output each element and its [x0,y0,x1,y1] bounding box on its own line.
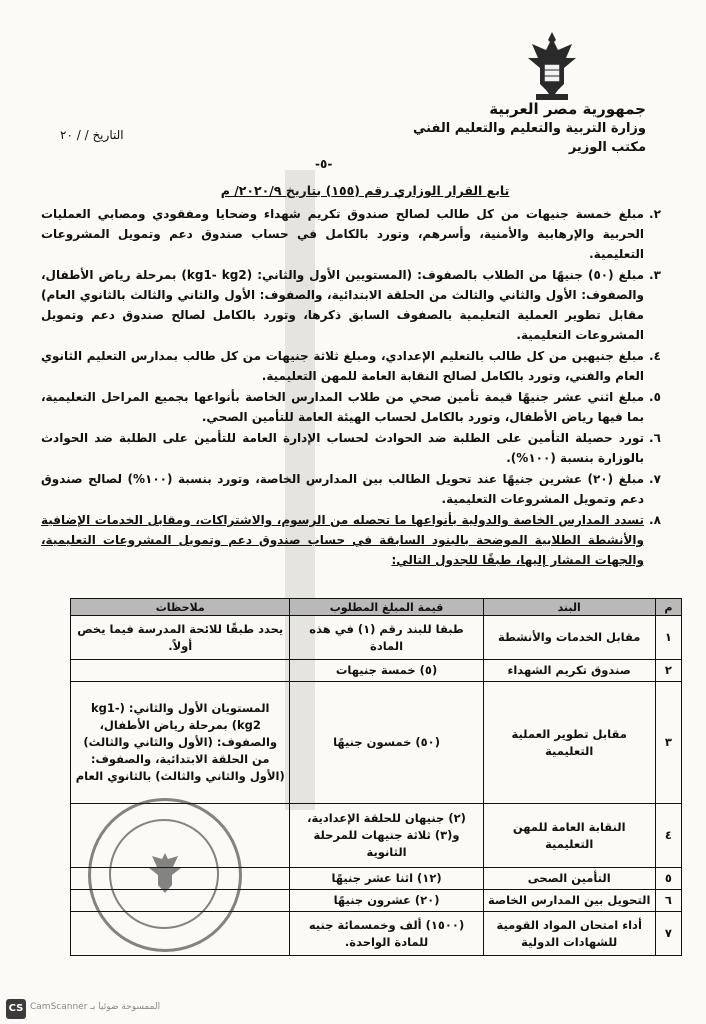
table-row [71,660,682,682]
cell-item: التأمين الصحى [483,868,655,890]
ministry-name: وزارة التربية والتعليم والتعليم الفني [413,121,646,136]
cell-index: ٣ [655,682,681,804]
cell-note [71,660,290,682]
cell-note: يحدد طبقًا للائحة المدرسة فيما يخص أولاً. [71,616,290,660]
cell-item: صندوق تكريم الشهداء [483,660,655,682]
date-label: التاريخ [92,128,124,142]
item-number: ٤. [649,349,661,363]
date-value: / / ٢٠ [60,128,89,142]
camscanner-logo-icon: CS [6,999,26,1019]
item-text: مبلغ (٢٠) عشرين جنيهًا عند تحويل الطالب بين المدارس الخاصة، وتورد بنسبة (١٠٠%) لصالح صندوق دعم وتمويل المشروعات التعليمية. [41,472,644,506]
cell-amount: (١٥٠٠) ألف وخمسمائة جنيه للمادة الواحدة. [290,912,483,956]
cell-index: ٦ [655,890,681,912]
item-text: مبلغ اثني عشر جنيهًا قيمة تأمين صحي من طلاب المدارس الخاصة بأنواعها بجميع المراحل التعليمية، بما فيها رياض الأطفال، وتورد بالكامل لحساب الهيئة العامة للتأمين الصحي. [41,390,644,424]
date-line [60,128,124,142]
scanner-credit: الممسوحة ضوئيا بـ CamScanner [30,1002,161,1012]
col-header-index: م [655,599,681,616]
table-row [71,682,682,804]
cell-item: مقابل الخدمات والأنشطة [483,616,655,660]
decree-body [41,204,666,571]
table-row [71,616,682,660]
col-header-amount: قيمة المبلغ المطلوب [290,599,483,616]
list-item [41,346,666,386]
item-text: مبلغ جنيهين من كل طالب بالتعليم الإعدادي، ومبلغ ثلاثة جنيهات من كل طالب بمدارس التعليم الثانوي العام والفني، وتورد بالكامل لصالح النقابة العامة للمهن التعليمية. [41,349,644,383]
cell-index: ٥ [655,868,681,890]
cell-item: التحويل بين المدارس الخاصة [483,890,655,912]
item-text: تسدد المدارس الخاصة والدولية بأنواعها ما تحصله من الرسوم، والاشتراكات، ومقابل الخدمات الإضافية والأنشطة الطلابية الموضحة بالبنود السابقة في حساب صندوق دعم وتمويل المشروعات التعليمية، والجهات المشار إليها، طبقًا للجدول التالي: [41,513,644,567]
cell-index: ٢ [655,660,681,682]
official-stamp [88,798,242,952]
item-text: مبلغ (٥٠) جنيهًا من الطلاب بالصفوف: (المستويين الأول والثاني: (kg1- kg2) بمرحلة رياض الأطفال، والصفوف: الأول والثاني والثالث من الحلقة الابتدائية، والصفوف: الأول والثاني والثالث بالثانوي العام) مقابل تطوير العملية التعليمية بالصفوف السابق ذكرها، وتورد بالكامل لصالح صندوق دعم وتمويل المشروعات التعليمية. [41,268,645,342]
item-number: ٥. [649,390,661,404]
cell-amount: (٥٠) خمسون جنيهًا [290,682,483,804]
list-item [41,510,666,570]
page-number: -٥- [315,157,333,171]
item-text: مبلغ خمسة جنيهات من كل طالب لصالح صندوق تكريم شهداء وضحايا ومفقودي ومصابي العمليات الحربية والإرهابية والأمنية، وأسرهم، وتورد بالكامل في حساب صندوق دعم وتمويل المشروعات التعليمية. [41,207,644,261]
cell-note: المستويان الأول والثاني: (kg1- kg2) بمرحلة رياض الأطفال، والصفوف: (الأول والثاني والثالث) من الحلقة الابتدائية، والصفوف: (الأول والثاني والثالث) بالثانوي العام [71,682,290,804]
table-header-row [71,599,682,616]
col-header-notes: ملاحظات [71,599,290,616]
cell-index: ٤ [655,804,681,868]
cell-amount: طبقا للبند رقم (١) في هذه المادة [290,616,483,660]
stamp-eagle-icon [145,851,185,895]
item-number: ٢. [649,207,661,221]
cell-amount: (٢) جنيهان للحلقة الإعدادية، و(٣) ثلاثة جنيهات للمرحلة الثانوية [290,804,483,868]
item-text: تورد حصيلة التأمين على الطلبة ضد الحوادث لحساب الإدارة العامة للتأمين على الطلبة ضد الحوادث بالوزارة بنسبة (١٠٠%). [41,431,644,465]
cell-item: أداء امتحان المواد القومية للشهادات الدولية [483,912,655,956]
item-number: ٧. [649,472,661,486]
col-header-item: البند [483,599,655,616]
cell-amount: (٥) خمسة جنيهات [290,660,483,682]
office-name: مكتب الوزير [568,140,646,155]
cell-index: ١ [655,616,681,660]
list-item [41,469,666,509]
cell-index: ٧ [655,912,681,956]
letterhead [413,100,646,157]
cell-item: النقابة العامة للمهن التعليمية [483,804,655,868]
item-number: ٣. [649,268,661,282]
scanner-footer [0,996,706,1024]
list-item [41,428,666,468]
list-item [41,265,666,345]
list-item [41,204,666,264]
list-item [41,387,666,427]
cell-amount: (٢٠) عشرون جنيهًا [290,890,483,912]
egypt-eagle-emblem-icon [520,28,584,104]
cell-amount: (١٢) اثنا عشر جنيهًا [290,868,483,890]
item-number: ٨. [649,513,661,527]
item-number: ٦. [649,431,661,445]
cell-item: مقابل تطوير العملية التعليمية [483,682,655,804]
republic-name: جمهورية مصر العربية [489,100,646,118]
decree-title: تابع القرار الوزاري رقم (١٥٥) بتاريخ ٢٠٢٠/٩/ م [220,183,510,198]
